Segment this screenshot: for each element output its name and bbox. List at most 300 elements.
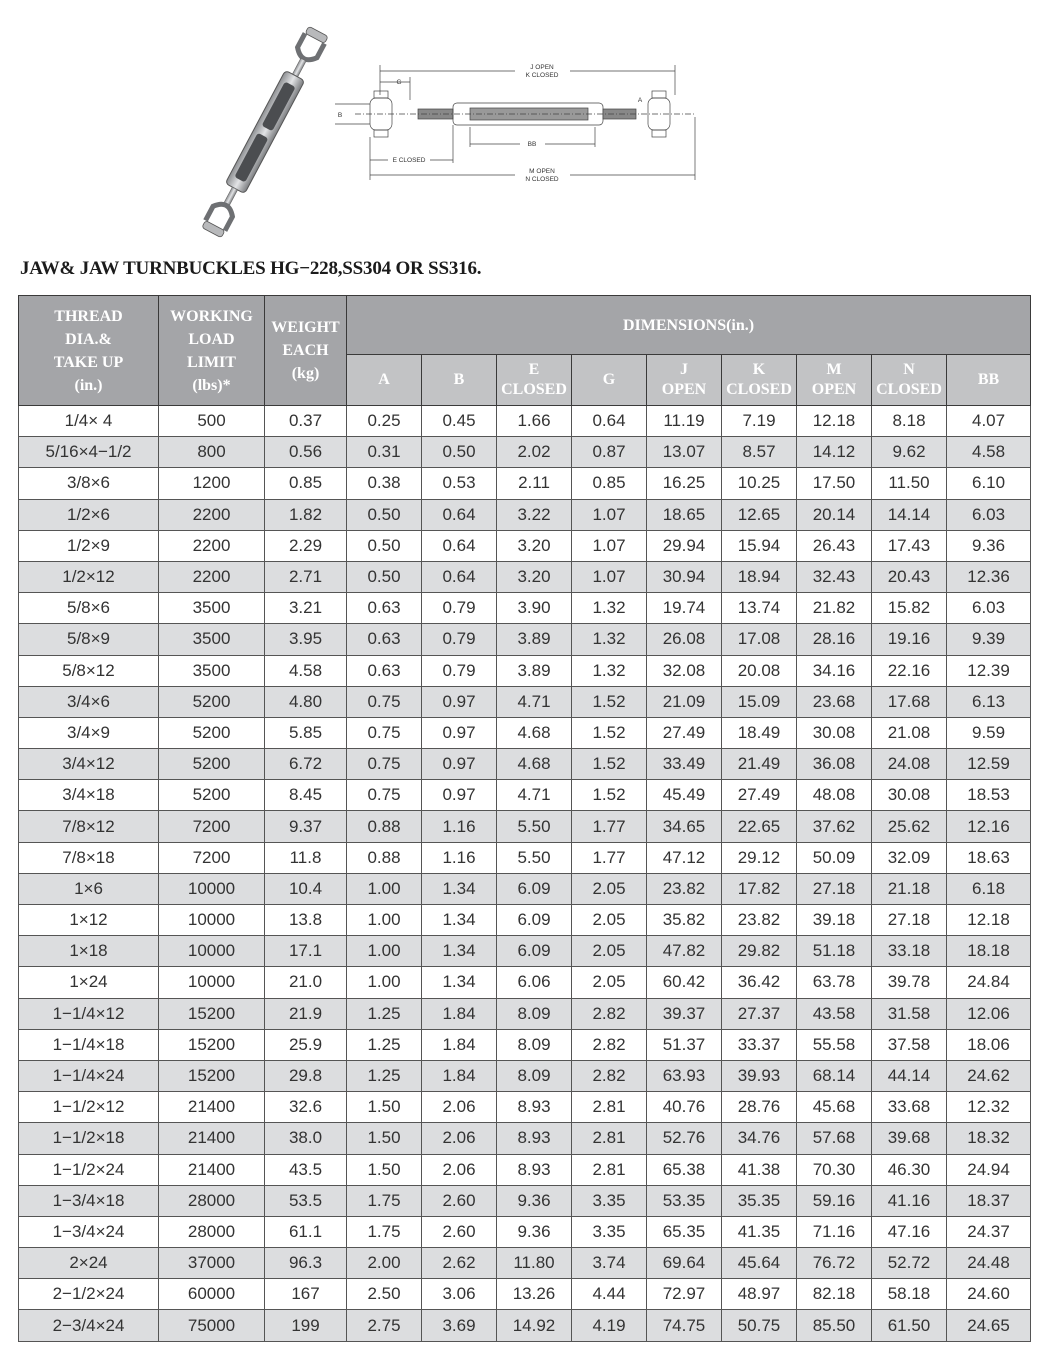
cell-dim-j-open: 63.93 xyxy=(647,1060,722,1091)
cell-dim-m-open: 17.50 xyxy=(797,468,872,499)
cell-thread-size: 3/8×6 xyxy=(19,468,159,499)
cell-thread-size: 1×6 xyxy=(19,873,159,904)
cell-dim-m-open: 28.16 xyxy=(797,624,872,655)
cell-dim-k-closed: 50.75 xyxy=(722,1310,797,1341)
cell-dim-n-closed: 58.18 xyxy=(872,1279,947,1310)
subheader-letter: J xyxy=(680,361,688,378)
cell-dim-a: 0.63 xyxy=(347,655,422,686)
cell-dim-k-closed: 45.64 xyxy=(722,1248,797,1279)
cell-weight: 13.8 xyxy=(265,905,347,936)
cell-dim-a: 1.25 xyxy=(347,1060,422,1091)
cell-working-load-limit: 10000 xyxy=(159,936,265,967)
cell-dim-g: 2.82 xyxy=(572,1060,647,1091)
cell-dim-b: 0.45 xyxy=(422,406,497,437)
cell-weight: 21.0 xyxy=(265,967,347,998)
cell-weight: 43.5 xyxy=(265,1154,347,1185)
cell-working-load-limit: 37000 xyxy=(159,1248,265,1279)
cell-dim-m-open: 36.08 xyxy=(797,749,872,780)
cell-weight: 10.4 xyxy=(265,873,347,904)
cell-dim-g: 1.07 xyxy=(572,530,647,561)
cell-thread-size: 1×18 xyxy=(19,936,159,967)
turnbuckle-spec-table xyxy=(18,295,1031,1342)
subheader-label: CLOSED xyxy=(501,381,567,398)
cell-dim-e-closed: 6.09 xyxy=(497,873,572,904)
cell-dim-bb: 12.18 xyxy=(947,905,1031,936)
cell-dim-n-closed: 44.14 xyxy=(872,1060,947,1091)
cell-dim-a: 0.25 xyxy=(347,406,422,437)
cell-thread-size: 1−1/4×18 xyxy=(19,1029,159,1060)
cell-dim-n-closed: 8.18 xyxy=(872,406,947,437)
cell-thread-size: 5/8×6 xyxy=(19,593,159,624)
subheader-label: OPEN xyxy=(811,381,857,398)
cell-dim-g: 3.74 xyxy=(572,1248,647,1279)
cell-dim-bb: 4.58 xyxy=(947,437,1031,468)
header-weight-line: (kg) xyxy=(291,365,320,382)
cell-dim-e-closed: 3.89 xyxy=(497,624,572,655)
cell-dim-m-open: 51.18 xyxy=(797,936,872,967)
cell-dim-k-closed: 8.57 xyxy=(722,437,797,468)
table-body xyxy=(19,406,1031,1342)
cell-thread-size: 1−3/4×24 xyxy=(19,1216,159,1247)
cell-dim-bb: 12.16 xyxy=(947,811,1031,842)
cell-dim-n-closed: 31.58 xyxy=(872,998,947,1029)
cell-dim-j-open: 19.74 xyxy=(647,593,722,624)
cell-dim-g: 2.05 xyxy=(572,905,647,936)
cell-dim-a: 0.75 xyxy=(347,749,422,780)
cell-dim-j-open: 47.12 xyxy=(647,842,722,873)
table-row xyxy=(19,780,1031,811)
cell-dim-bb: 24.37 xyxy=(947,1216,1031,1247)
cell-dim-m-open: 14.12 xyxy=(797,437,872,468)
cell-dim-a: 1.50 xyxy=(347,1092,422,1123)
cell-dim-n-closed: 47.16 xyxy=(872,1216,947,1247)
cell-dim-b: 3.69 xyxy=(422,1310,497,1341)
cell-dim-a: 2.75 xyxy=(347,1310,422,1341)
cell-thread-size: 1−1/4×12 xyxy=(19,998,159,1029)
cell-dim-b: 0.97 xyxy=(422,780,497,811)
cell-weight: 8.45 xyxy=(265,780,347,811)
cell-dim-k-closed: 22.65 xyxy=(722,811,797,842)
cell-dim-k-closed: 15.09 xyxy=(722,686,797,717)
table-row xyxy=(19,1029,1031,1060)
cell-dim-m-open: 37.62 xyxy=(797,811,872,842)
table-row xyxy=(19,1185,1031,1216)
subheader-letter: N xyxy=(903,361,915,378)
cell-dim-m-open: 26.43 xyxy=(797,530,872,561)
cell-dim-m-open: 21.82 xyxy=(797,593,872,624)
cell-thread-size: 1−1/4×24 xyxy=(19,1060,159,1091)
table-row xyxy=(19,936,1031,967)
cell-dim-n-closed: 21.08 xyxy=(872,717,947,748)
cell-working-load-limit: 10000 xyxy=(159,873,265,904)
document-title: JAW& JAW TURNBUCKLES HG−228,SS304 OR SS316. xyxy=(20,258,482,279)
cell-dim-g: 4.19 xyxy=(572,1310,647,1341)
cell-working-load-limit: 800 xyxy=(159,437,265,468)
cell-weight: 32.6 xyxy=(265,1092,347,1123)
cell-dim-b: 1.34 xyxy=(422,967,497,998)
cell-thread-size: 1−3/4×18 xyxy=(19,1185,159,1216)
cell-dim-a: 1.00 xyxy=(347,967,422,998)
cell-dim-k-closed: 41.38 xyxy=(722,1154,797,1185)
subheader-bb xyxy=(947,355,1031,406)
cell-dim-g: 2.82 xyxy=(572,998,647,1029)
cell-dim-e-closed: 9.36 xyxy=(497,1185,572,1216)
cell-dim-e-closed: 6.09 xyxy=(497,905,572,936)
cell-dim-n-closed: 52.72 xyxy=(872,1248,947,1279)
cell-weight: 2.29 xyxy=(265,530,347,561)
cell-thread-size: 5/16×4−1/2 xyxy=(19,437,159,468)
cell-dim-e-closed: 3.20 xyxy=(497,530,572,561)
cell-dim-m-open: 20.14 xyxy=(797,499,872,530)
diagram-label-n-closed: N CLOSED xyxy=(525,176,559,183)
diagram-label-bb: BB xyxy=(527,141,537,148)
cell-dim-n-closed: 25.62 xyxy=(872,811,947,842)
cell-dim-j-open: 60.42 xyxy=(647,967,722,998)
cell-working-load-limit: 15200 xyxy=(159,998,265,1029)
subheader-b xyxy=(422,355,497,406)
cell-dim-j-open: 45.49 xyxy=(647,780,722,811)
cell-dim-n-closed: 21.18 xyxy=(872,873,947,904)
table-row xyxy=(19,811,1031,842)
cell-dim-n-closed: 39.78 xyxy=(872,967,947,998)
subheader-label: OPEN xyxy=(661,381,707,398)
header-dimensions: DIMENSIONS(in.) xyxy=(347,296,1031,355)
table-row xyxy=(19,967,1031,998)
cell-dim-k-closed: 18.94 xyxy=(722,561,797,592)
cell-dim-bb: 18.37 xyxy=(947,1185,1031,1216)
cell-dim-n-closed: 33.68 xyxy=(872,1092,947,1123)
cell-dim-g: 1.52 xyxy=(572,780,647,811)
cell-dim-a: 1.50 xyxy=(347,1123,422,1154)
diagram-label-g: G xyxy=(396,79,402,86)
cell-thread-size: 5/8×9 xyxy=(19,624,159,655)
table-row xyxy=(19,1248,1031,1279)
cell-dim-e-closed: 3.89 xyxy=(497,655,572,686)
cell-working-load-limit: 21400 xyxy=(159,1154,265,1185)
cell-thread-size: 7/8×12 xyxy=(19,811,159,842)
cell-dim-a: 0.88 xyxy=(347,842,422,873)
cell-dim-j-open: 33.49 xyxy=(647,749,722,780)
cell-working-load-limit: 21400 xyxy=(159,1123,265,1154)
cell-working-load-limit: 10000 xyxy=(159,967,265,998)
subheader-letter: E xyxy=(528,361,540,378)
cell-dim-m-open: 27.18 xyxy=(797,873,872,904)
subheader-label: A xyxy=(378,371,390,388)
diagram-label-a: A xyxy=(637,97,643,104)
cell-dim-n-closed: 24.08 xyxy=(872,749,947,780)
subheader-closed xyxy=(722,355,797,406)
cell-dim-bb: 12.32 xyxy=(947,1092,1031,1123)
cell-dim-g: 1.32 xyxy=(572,593,647,624)
header-thread xyxy=(19,296,159,406)
cell-weight: 29.8 xyxy=(265,1060,347,1091)
cell-dim-bb: 24.62 xyxy=(947,1060,1031,1091)
cell-dim-k-closed: 7.19 xyxy=(722,406,797,437)
cell-dim-n-closed: 39.68 xyxy=(872,1123,947,1154)
cell-dim-k-closed: 29.12 xyxy=(722,842,797,873)
cell-working-load-limit: 5200 xyxy=(159,717,265,748)
cell-dim-b: 0.79 xyxy=(422,624,497,655)
subheader-letter: K xyxy=(752,361,766,378)
table-row xyxy=(19,1123,1031,1154)
cell-thread-size: 1/2×6 xyxy=(19,499,159,530)
cell-weight: 61.1 xyxy=(265,1216,347,1247)
cell-dim-g: 1.07 xyxy=(572,561,647,592)
cell-dim-m-open: 23.68 xyxy=(797,686,872,717)
table-row xyxy=(19,437,1031,468)
diagram-label-e-closed: E CLOSED xyxy=(392,157,426,164)
cell-dim-k-closed: 29.82 xyxy=(722,936,797,967)
cell-dim-j-open: 35.82 xyxy=(647,905,722,936)
table-row xyxy=(19,1060,1031,1091)
table-row xyxy=(19,1279,1031,1310)
cell-dim-bb: 12.36 xyxy=(947,561,1031,592)
cell-weight: 11.8 xyxy=(265,842,347,873)
cell-thread-size: 5/8×12 xyxy=(19,655,159,686)
cell-working-load-limit: 7200 xyxy=(159,811,265,842)
cell-dim-a: 0.50 xyxy=(347,530,422,561)
cell-dim-g: 2.05 xyxy=(572,873,647,904)
table-row xyxy=(19,624,1031,655)
subheader-open xyxy=(797,355,872,406)
cell-weight: 2.71 xyxy=(265,561,347,592)
table-row xyxy=(19,842,1031,873)
cell-dim-e-closed: 4.71 xyxy=(497,780,572,811)
cell-dim-b: 2.62 xyxy=(422,1248,497,1279)
cell-dim-g: 2.81 xyxy=(572,1154,647,1185)
header-wll-line: LOAD xyxy=(188,330,235,348)
header-weight-line: WEIGHT xyxy=(271,319,340,336)
cell-dim-j-open: 34.65 xyxy=(647,811,722,842)
cell-dim-m-open: 55.58 xyxy=(797,1029,872,1060)
header-thread-line: THREAD xyxy=(54,307,123,325)
cell-dim-g: 1.52 xyxy=(572,717,647,748)
cell-dim-n-closed: 33.18 xyxy=(872,936,947,967)
cell-dim-n-closed: 17.68 xyxy=(872,686,947,717)
cell-dim-m-open: 70.30 xyxy=(797,1154,872,1185)
cell-dim-k-closed: 23.82 xyxy=(722,905,797,936)
cell-dim-a: 0.50 xyxy=(347,499,422,530)
table-row xyxy=(19,530,1031,561)
cell-thread-size: 1−1/2×24 xyxy=(19,1154,159,1185)
cell-dim-g: 1.32 xyxy=(572,655,647,686)
header-working-load-limit xyxy=(159,296,265,406)
table-row xyxy=(19,655,1031,686)
cell-working-load-limit: 2200 xyxy=(159,499,265,530)
cell-thread-size: 1×12 xyxy=(19,905,159,936)
cell-dim-a: 1.25 xyxy=(347,1029,422,1060)
cell-weight: 6.72 xyxy=(265,749,347,780)
cell-dim-b: 1.84 xyxy=(422,1060,497,1091)
cell-dim-e-closed: 11.80 xyxy=(497,1248,572,1279)
cell-dim-g: 2.05 xyxy=(572,967,647,998)
table-row xyxy=(19,406,1031,437)
cell-dim-b: 2.60 xyxy=(422,1185,497,1216)
header-wll-line: (lbs)* xyxy=(192,376,231,394)
cell-thread-size: 1−1/2×18 xyxy=(19,1123,159,1154)
cell-dim-j-open: 21.09 xyxy=(647,686,722,717)
cell-weight: 3.21 xyxy=(265,593,347,624)
cell-dim-bb: 6.18 xyxy=(947,873,1031,904)
cell-dim-j-open: 72.97 xyxy=(647,1279,722,1310)
cell-dim-b: 0.64 xyxy=(422,561,497,592)
cell-thread-size: 3/4×18 xyxy=(19,780,159,811)
cell-working-load-limit: 60000 xyxy=(159,1279,265,1310)
cell-dim-m-open: 48.08 xyxy=(797,780,872,811)
cell-dim-g: 2.81 xyxy=(572,1123,647,1154)
cell-dim-k-closed: 27.49 xyxy=(722,780,797,811)
cell-dim-g: 3.35 xyxy=(572,1185,647,1216)
cell-weight: 21.9 xyxy=(265,998,347,1029)
subheader-closed xyxy=(872,355,947,406)
cell-dim-b: 1.34 xyxy=(422,905,497,936)
cell-dim-k-closed: 17.08 xyxy=(722,624,797,655)
table-row xyxy=(19,468,1031,499)
cell-dim-m-open: 59.16 xyxy=(797,1185,872,1216)
cell-dim-n-closed: 32.09 xyxy=(872,842,947,873)
cell-dim-k-closed: 27.37 xyxy=(722,998,797,1029)
cell-dim-m-open: 45.68 xyxy=(797,1092,872,1123)
cell-thread-size: 3/4×12 xyxy=(19,749,159,780)
table-row xyxy=(19,561,1031,592)
cell-dim-a: 1.00 xyxy=(347,905,422,936)
cell-dim-n-closed: 11.50 xyxy=(872,468,947,499)
cell-dim-j-open: 52.76 xyxy=(647,1123,722,1154)
cell-working-load-limit: 5200 xyxy=(159,780,265,811)
cell-thread-size: 1−1/2×12 xyxy=(19,1092,159,1123)
cell-dim-bb: 18.18 xyxy=(947,936,1031,967)
header-wll-line: LIMIT xyxy=(187,353,236,371)
cell-dim-a: 0.38 xyxy=(347,468,422,499)
cell-dim-bb: 6.10 xyxy=(947,468,1031,499)
cell-dim-j-open: 40.76 xyxy=(647,1092,722,1123)
cell-dim-j-open: 32.08 xyxy=(647,655,722,686)
cell-dim-g: 0.64 xyxy=(572,406,647,437)
cell-dim-bb: 18.63 xyxy=(947,842,1031,873)
cell-working-load-limit: 3500 xyxy=(159,624,265,655)
cell-dim-g: 2.05 xyxy=(572,936,647,967)
cell-dim-bb: 12.06 xyxy=(947,998,1031,1029)
cell-dim-k-closed: 28.76 xyxy=(722,1092,797,1123)
table-row xyxy=(19,905,1031,936)
cell-dim-a: 0.75 xyxy=(347,717,422,748)
cell-dim-b: 0.64 xyxy=(422,499,497,530)
cell-dim-e-closed: 3.20 xyxy=(497,561,572,592)
subheader-a xyxy=(347,355,422,406)
cell-dim-j-open: 65.38 xyxy=(647,1154,722,1185)
cell-dim-g: 2.82 xyxy=(572,1029,647,1060)
cell-dim-b: 1.34 xyxy=(422,936,497,967)
subheader-label: CLOSED xyxy=(876,381,942,398)
cell-dim-e-closed: 3.90 xyxy=(497,593,572,624)
cell-thread-size: 3/4×9 xyxy=(19,717,159,748)
cell-dim-b: 0.79 xyxy=(422,655,497,686)
cell-dim-e-closed: 5.50 xyxy=(497,811,572,842)
cell-dim-bb: 9.36 xyxy=(947,530,1031,561)
cell-dim-k-closed: 34.76 xyxy=(722,1123,797,1154)
cell-dim-e-closed: 1.66 xyxy=(497,406,572,437)
cell-dim-j-open: 11.19 xyxy=(647,406,722,437)
cell-thread-size: 1×24 xyxy=(19,967,159,998)
diagram-label-k-closed: K CLOSED xyxy=(525,72,559,79)
cell-thread-size: 1/2×12 xyxy=(19,561,159,592)
cell-dim-n-closed: 30.08 xyxy=(872,780,947,811)
cell-dim-m-open: 68.14 xyxy=(797,1060,872,1091)
cell-dim-a: 1.50 xyxy=(347,1154,422,1185)
cell-dim-a: 0.88 xyxy=(347,811,422,842)
cell-dim-k-closed: 41.35 xyxy=(722,1216,797,1247)
cell-dim-k-closed: 17.82 xyxy=(722,873,797,904)
cell-dim-n-closed: 15.82 xyxy=(872,593,947,624)
cell-working-load-limit: 3500 xyxy=(159,655,265,686)
cell-dim-b: 0.64 xyxy=(422,530,497,561)
cell-dim-m-open: 30.08 xyxy=(797,717,872,748)
cell-dim-g: 1.32 xyxy=(572,624,647,655)
cell-dim-j-open: 47.82 xyxy=(647,936,722,967)
cell-dim-a: 1.00 xyxy=(347,936,422,967)
diagram-label-m-open: M OPEN xyxy=(529,168,555,175)
table-row xyxy=(19,1216,1031,1247)
cell-dim-bb: 12.39 xyxy=(947,655,1031,686)
table-row xyxy=(19,749,1031,780)
cell-working-load-limit: 15200 xyxy=(159,1029,265,1060)
cell-thread-size: 3/4×6 xyxy=(19,686,159,717)
cell-dim-a: 2.50 xyxy=(347,1279,422,1310)
cell-dim-j-open: 65.35 xyxy=(647,1216,722,1247)
cell-dim-bb: 12.59 xyxy=(947,749,1031,780)
cell-dim-k-closed: 20.08 xyxy=(722,655,797,686)
cell-dim-g: 1.52 xyxy=(572,749,647,780)
cell-dim-n-closed: 41.16 xyxy=(872,1185,947,1216)
cell-dim-b: 0.97 xyxy=(422,749,497,780)
cell-dim-bb: 24.48 xyxy=(947,1248,1031,1279)
cell-weight: 0.37 xyxy=(265,406,347,437)
cell-dim-k-closed: 13.74 xyxy=(722,593,797,624)
header-thread-line: (in.) xyxy=(74,376,103,394)
cell-dim-a: 0.75 xyxy=(347,780,422,811)
cell-dim-m-open: 76.72 xyxy=(797,1248,872,1279)
cell-dim-e-closed: 5.50 xyxy=(497,842,572,873)
cell-weight: 5.85 xyxy=(265,717,347,748)
cell-dim-e-closed: 2.11 xyxy=(497,468,572,499)
cell-weight: 0.56 xyxy=(265,437,347,468)
cell-dim-a: 1.75 xyxy=(347,1185,422,1216)
cell-thread-size: 2−1/2×24 xyxy=(19,1279,159,1310)
cell-dim-j-open: 39.37 xyxy=(647,998,722,1029)
cell-weight: 25.9 xyxy=(265,1029,347,1060)
cell-working-load-limit: 10000 xyxy=(159,905,265,936)
cell-dim-b: 2.06 xyxy=(422,1092,497,1123)
cell-dim-bb: 24.65 xyxy=(947,1310,1031,1341)
cell-dim-g: 0.85 xyxy=(572,468,647,499)
cell-dim-g: 1.77 xyxy=(572,811,647,842)
subheader-label: B xyxy=(453,371,465,388)
cell-dim-n-closed: 46.30 xyxy=(872,1154,947,1185)
cell-dim-e-closed: 4.68 xyxy=(497,717,572,748)
cell-dim-bb: 18.32 xyxy=(947,1123,1031,1154)
cell-dim-n-closed: 37.58 xyxy=(872,1029,947,1060)
cell-thread-size: 2−3/4×24 xyxy=(19,1310,159,1341)
cell-dim-k-closed: 33.37 xyxy=(722,1029,797,1060)
cell-dim-e-closed: 8.93 xyxy=(497,1092,572,1123)
cell-dim-bb: 4.07 xyxy=(947,406,1031,437)
cell-dim-n-closed: 61.50 xyxy=(872,1310,947,1341)
table-row xyxy=(19,717,1031,748)
cell-dim-a: 1.00 xyxy=(347,873,422,904)
subheader-open xyxy=(647,355,722,406)
subheader-closed xyxy=(497,355,572,406)
cell-working-load-limit: 5200 xyxy=(159,686,265,717)
